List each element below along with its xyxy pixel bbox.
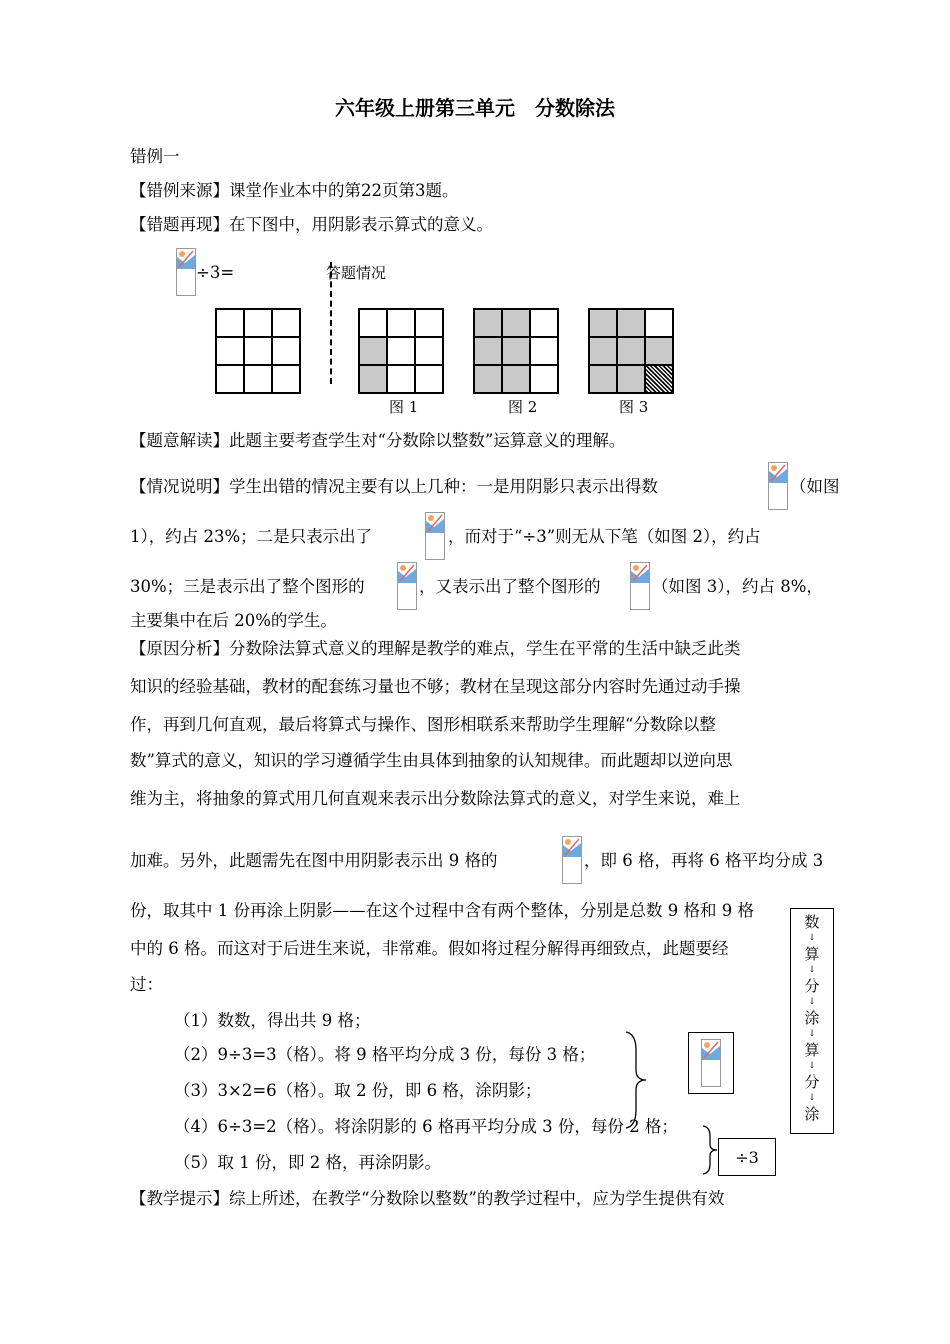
divide-box <box>718 1138 776 1176</box>
figure-3-grid <box>588 308 674 394</box>
flow-step: 算 <box>804 945 820 963</box>
analysis-line-3: 作，再到几何直观，最后将算式与操作、图形相联系来帮助学生理解“分数除以整 <box>130 715 716 734</box>
analysis-line-6b: ，即 6 格，再将 6 格平均分成 3 <box>584 851 824 870</box>
expression-suffix: ÷3= <box>196 263 235 282</box>
down-arrow-icon: ↓ <box>808 1029 816 1039</box>
situation-line-1b: （如图 <box>790 477 840 496</box>
situation-line-2a: 1），约占 23%；二是只表示出了 <box>130 527 373 546</box>
broken-image-icon <box>176 248 196 296</box>
down-arrow-icon: ↓ <box>808 997 816 1007</box>
broken-image-icon <box>397 562 417 610</box>
analysis-line-2: 知识的经验基础，教材的配套练习量也不够；教材在呈现这部分内容时先通过动手操 <box>130 677 741 696</box>
brace-steps-4-5 <box>700 1124 720 1176</box>
figure-1-label: 图 1 <box>389 398 419 416</box>
situation-line-3c: （如图 3），约占 8%， <box>652 577 823 596</box>
analysis-line-5: 维为主，将抽象的算式用几何直观来表示出分数除法算式的意义，对学生来说，难上 <box>130 789 741 808</box>
teaching-line: 【教学提示】综上所述，在教学“分数除以整数”的教学过程中，应为学生提供有效 <box>130 1189 725 1208</box>
broken-image-icon <box>630 562 650 610</box>
analysis-line-4: 数”算式的意义，知识的学习遵循学生由具体到抽象的认知规律。而此题却以逆向思 <box>130 751 733 770</box>
broken-image-icon <box>425 512 445 560</box>
flow-step: 数 <box>804 913 820 931</box>
page-title: 六年级上册第三单元 分数除法 <box>335 96 615 120</box>
source-line: 【错例来源】课堂作业本中的第22页第3题。 <box>130 181 459 200</box>
situation-line-4: 主要集中在后 20%的学生。 <box>130 611 337 630</box>
process-flow-box <box>790 908 834 1134</box>
answer-label: 答题情况 <box>326 264 387 282</box>
analysis-line-8: 中的 6 格。而这对于后进生来说，非常难。假如将过程分解得再细致点，此题要经 <box>130 939 729 958</box>
fraction-box <box>688 1032 734 1094</box>
situation-line-2b: ，而对于“÷3”则无从下笔（如图 2），约占 <box>448 527 761 546</box>
step-5: （5）取 1 份，即 2 格，再涂阴影。 <box>174 1153 441 1172</box>
figure-3-label: 图 3 <box>619 398 649 416</box>
broken-image-icon <box>562 836 582 884</box>
down-arrow-icon: ↓ <box>808 965 816 975</box>
down-arrow-icon: ↓ <box>808 1061 816 1071</box>
step-3: （3）3×2=6（格）。取 2 份，即 6 格，涂阴影； <box>174 1081 542 1100</box>
step-1: （1）数数，得出共 9 格； <box>174 1011 371 1030</box>
step-4: （4）6÷3=2（格）。将涂阴影的 6 格再平均分成 3 份，每份 2 格； <box>174 1117 678 1136</box>
broken-image-icon <box>768 462 788 510</box>
problem-line: 【错题再现】在下图中，用阴影表示算式的意义。 <box>130 215 493 234</box>
analysis-line-9: 过： <box>130 975 163 994</box>
analysis-line-6a: 加难。另外，此题需先在图中用阴影表示出 9 格的 <box>130 851 498 870</box>
down-arrow-icon: ↓ <box>808 933 816 943</box>
step-2: （2）9÷3=3（格）。将 9 格平均分成 3 份，每份 3 格； <box>174 1045 596 1064</box>
figure-1-grid <box>358 308 444 394</box>
empty-grid <box>215 308 301 394</box>
down-arrow-icon: ↓ <box>808 1093 816 1103</box>
brace-steps-2-4 <box>622 1030 652 1130</box>
case-heading: 错例一 <box>130 147 180 166</box>
flow-step: 涂 <box>804 1105 820 1123</box>
divide-box-label: ÷3 <box>735 1147 759 1167</box>
interpretation-line: 【题意解读】此题主要考查学生对“分数除以整数”运算意义的理解。 <box>130 431 626 450</box>
flow-step: 分 <box>804 1073 820 1091</box>
situation-line-3b: ，又表示出了整个图形的 <box>419 577 601 596</box>
analysis-line-1: 【原因分析】分数除法算式意义的理解是教学的难点，学生在平常的生活中缺乏此类 <box>130 639 741 658</box>
analysis-line-7: 份，取其中 1 份再涂上阴影——在这个过程中含有两个整体，分别是总数 9 格和 9 格 <box>130 901 754 920</box>
figure-2-label: 图 2 <box>508 398 538 416</box>
situation-line-1a: 【情况说明】学生出错的情况主要有以上几种：一是用阴影只表示出得数 <box>130 477 658 496</box>
flow-step: 算 <box>804 1041 820 1059</box>
situation-line-3a: 30%；三是表示出了整个图形的 <box>130 577 365 596</box>
broken-image-icon <box>701 1039 721 1087</box>
flow-step: 涂 <box>804 1009 820 1027</box>
flow-step: 分 <box>804 977 820 995</box>
figure-2-grid <box>473 308 559 394</box>
